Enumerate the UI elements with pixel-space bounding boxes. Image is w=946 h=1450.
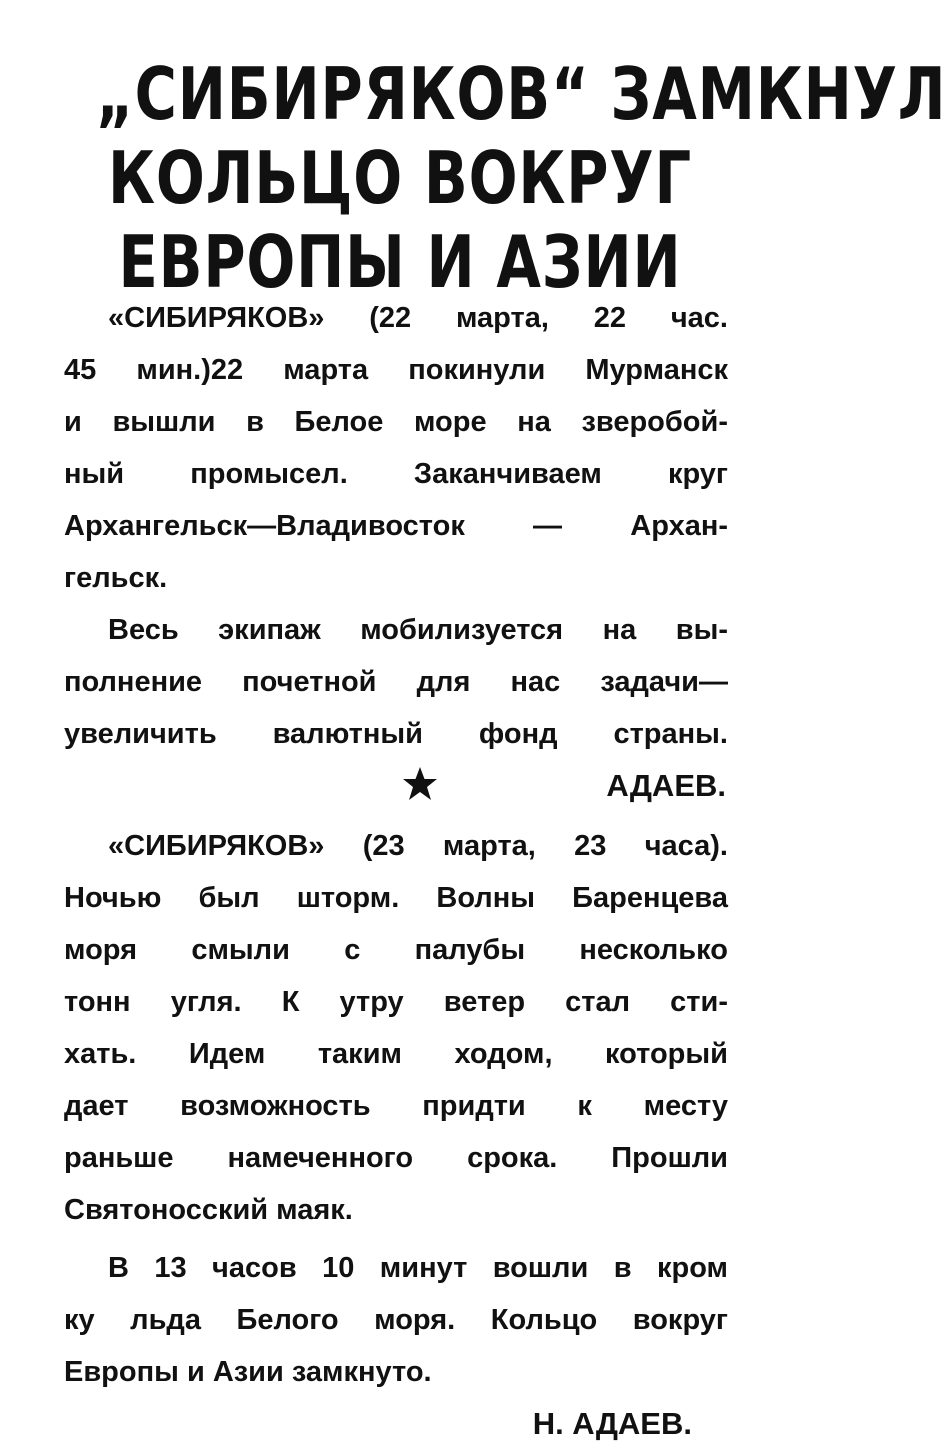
text-line: гельск. bbox=[64, 562, 168, 594]
text-line: ку льда Белого моря. Кольцо вокруг bbox=[64, 1304, 728, 1336]
dispatch-2-paragraph-1 bbox=[64, 820, 728, 1236]
text-line: Ночью был шторм. Волны Баренцева bbox=[64, 882, 728, 914]
text-line: увеличить валютный фонд страны. bbox=[64, 718, 728, 750]
text-line: хать. Идем таким ходом, который bbox=[64, 1038, 728, 1070]
dispatch-1-paragraph-1 bbox=[64, 292, 728, 604]
headline-line-1: „СИБИРЯКОВ“ ЗАМКНУЛ bbox=[96, 52, 946, 136]
text-line: тонн угля. К утру ветер стал сти- bbox=[64, 986, 728, 1018]
text-line: ный промысел. Заканчиваем круг bbox=[64, 458, 728, 490]
text-line: раньше намеченного срока. Прошли bbox=[64, 1142, 728, 1174]
dispatch-1-signature: АДАЕВ. bbox=[606, 768, 726, 803]
text-line: 45 мин.)22 марта покинули Мурманск bbox=[64, 354, 728, 386]
text-line: Весь экипаж мобилизуется на вы- bbox=[108, 614, 728, 646]
text-line: моря смыли с палубы несколько bbox=[64, 934, 728, 966]
headline-line-3: ЕВРОПЫ И АЗИИ bbox=[118, 220, 682, 304]
dispatch-2-paragraph-2 bbox=[64, 1242, 728, 1398]
headline bbox=[96, 52, 946, 304]
text-line: полнение почетной для нас задачи— bbox=[64, 666, 728, 698]
text-line: «СИБИРЯКОВ» (23 марта, 23 часа). bbox=[108, 830, 728, 862]
dispatch-2 bbox=[64, 820, 728, 1450]
text-line: Архангельск—Владивосток — Архан- bbox=[64, 510, 728, 542]
text-line: и вышли в Белое море на зверобой- bbox=[64, 406, 728, 438]
star-separator-icon bbox=[400, 764, 440, 804]
dispatch-1 bbox=[64, 292, 728, 812]
dispatch-1-paragraph-2 bbox=[64, 604, 728, 760]
headline-line-2: КОЛЬЦО ВОКРУГ bbox=[108, 136, 692, 220]
text-line: «СИБИРЯКОВ» (22 марта, 22 час. bbox=[108, 302, 728, 334]
text-line: Святоносский маяк. bbox=[64, 1194, 353, 1226]
dispatch-2-signature: Н. АДАЕВ. bbox=[532, 1406, 692, 1441]
text-line: дает возможность придти к месту bbox=[64, 1090, 728, 1122]
text-line: Европы и Азии замкнуто. bbox=[64, 1356, 432, 1388]
text-line: В 13 часов 10 минут вошли в кром bbox=[108, 1252, 728, 1284]
